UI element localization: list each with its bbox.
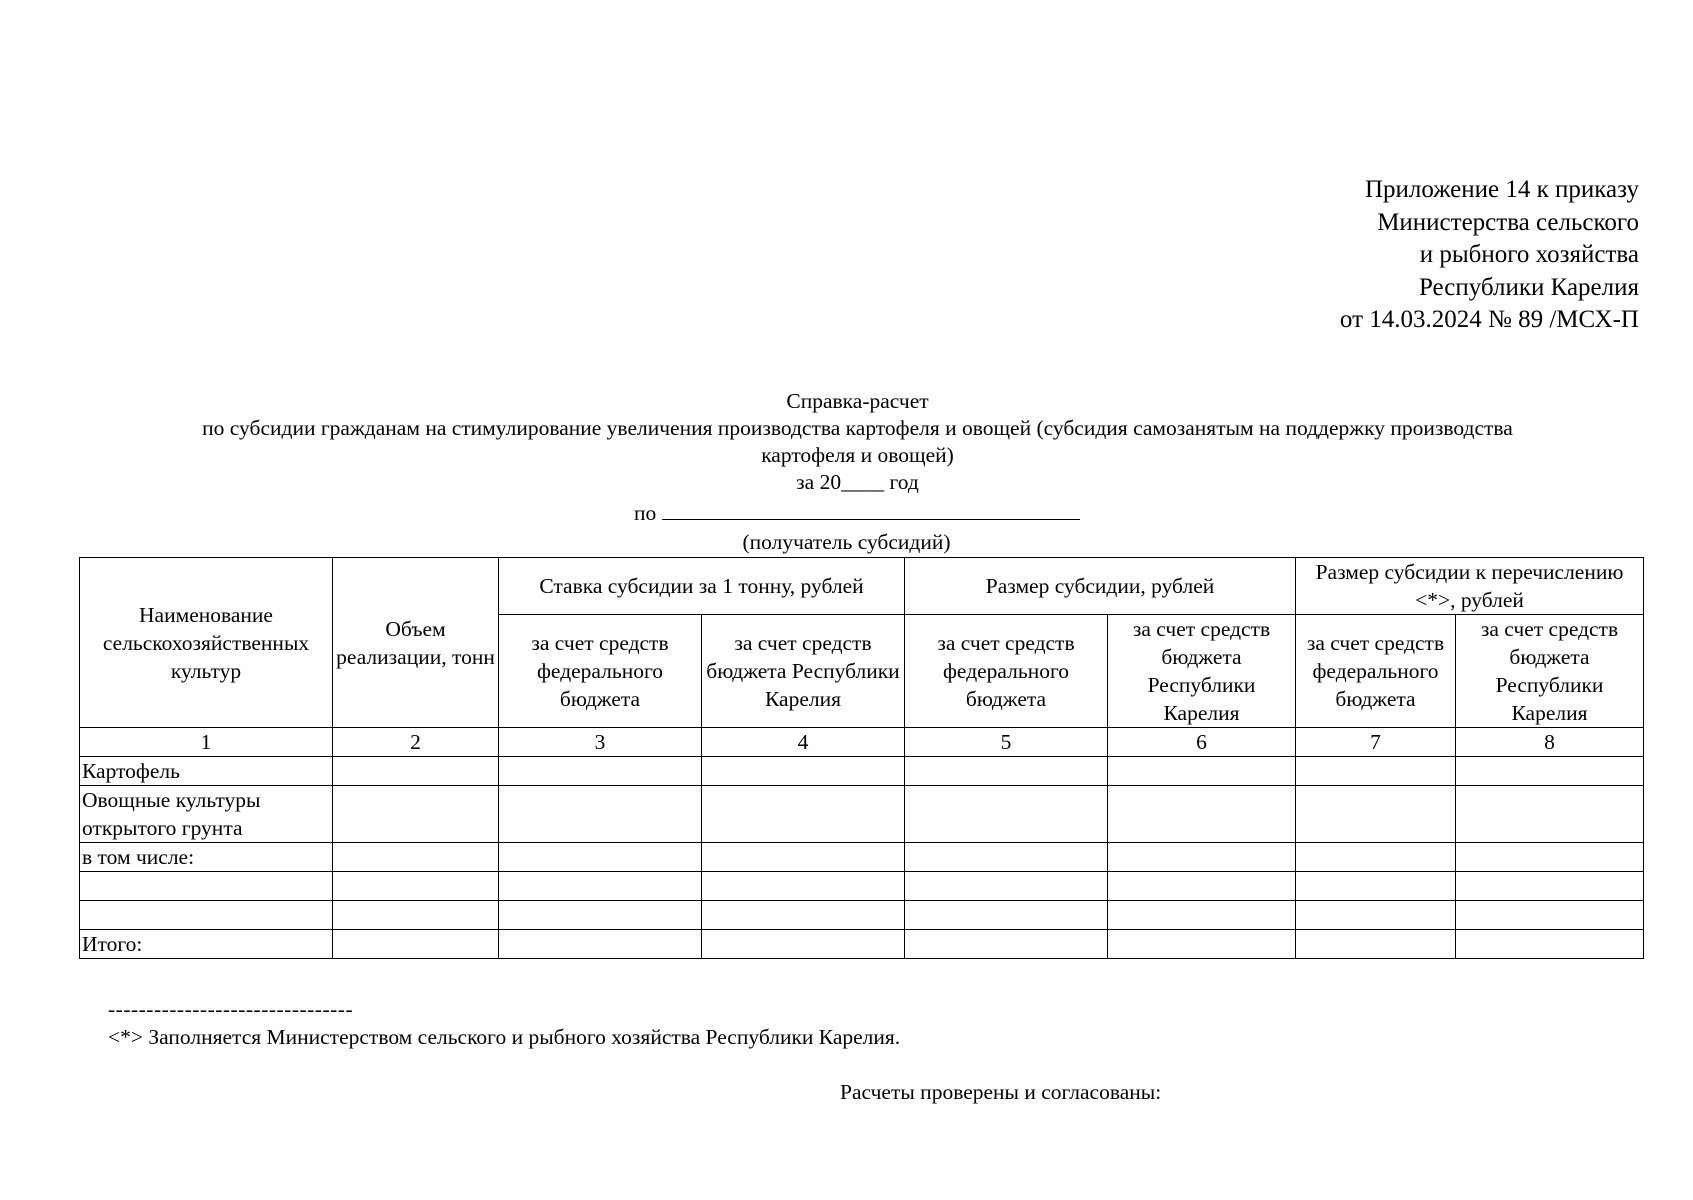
recipient-blank-field	[662, 500, 1080, 520]
subsidy-calculation-table	[79, 557, 1644, 959]
row-label: в том числе:	[80, 843, 333, 872]
document-subject-line: картофеля и овощей)	[761, 443, 954, 467]
table-cell	[702, 872, 905, 901]
table-cell	[905, 872, 1108, 901]
column-number: 7	[1296, 728, 1456, 757]
table-cell	[1456, 757, 1644, 786]
table-cell	[1108, 872, 1296, 901]
header-amount-regional: за счет средств бюджета Республики Карелия	[1108, 615, 1296, 728]
appendix-header	[1340, 174, 1639, 337]
table-cell	[1296, 872, 1456, 901]
table-cell	[1456, 930, 1644, 959]
table-row-including	[80, 843, 1644, 872]
table-cell	[702, 843, 905, 872]
table-cell	[333, 901, 499, 930]
table-cell	[1456, 901, 1644, 930]
header-transfer-group: Размер субсидии к перечислению <*>, рублей	[1296, 558, 1644, 615]
table-row-total	[80, 930, 1644, 959]
table-cell	[905, 757, 1108, 786]
header-transfer-federal: за счет средств федерального бюджета	[1296, 615, 1456, 728]
table-cell	[702, 786, 905, 843]
table-cell	[333, 872, 499, 901]
row-label: Картофель	[80, 757, 333, 786]
column-number: 1	[80, 728, 333, 757]
table-cell	[499, 872, 702, 901]
table-cell	[499, 930, 702, 959]
header-transfer-regional: за счет средств бюджета Республики Карелия	[1456, 615, 1644, 728]
table-cell	[1296, 901, 1456, 930]
header-amount-group: Размер субсидии, рублей	[905, 558, 1296, 615]
column-number: 2	[333, 728, 499, 757]
table-cell	[333, 843, 499, 872]
table-cell	[1108, 757, 1296, 786]
table-cell	[1108, 843, 1296, 872]
table-cell	[499, 843, 702, 872]
document-heading: Справка-расчет	[786, 389, 929, 413]
row-label: Овощные культуры открытого грунта	[80, 786, 333, 843]
row-label	[80, 872, 333, 901]
table-cell	[905, 901, 1108, 930]
header-rate-federal: за счет средств федерального бюджета	[499, 615, 702, 728]
document-subject-line: по субсидии гражданам на стимулирование увеличения производства картофеля и овощей (субсидия самозанятым на поддержку производства	[202, 416, 1513, 440]
table-cell	[1108, 786, 1296, 843]
table-cell	[1296, 757, 1456, 786]
document-title-block	[90, 388, 1625, 496]
table-cell	[499, 786, 702, 843]
table-row-potato	[80, 757, 1644, 786]
appendix-line: Приложение 14 к приказу	[1364, 176, 1639, 203]
table-cell	[499, 757, 702, 786]
header-crop-name: Наименование сельскохозяйственных культур	[80, 558, 333, 728]
table-cell	[1108, 930, 1296, 959]
table-cell	[1108, 901, 1296, 930]
appendix-line: и рыбного хозяйства	[1419, 241, 1639, 268]
header-rate-group: Ставка субсидии за 1 тонну, рублей	[499, 558, 905, 615]
recipient-line	[634, 500, 1080, 527]
appendix-order-reference: от 14.03.2024 № 89 /МСХ-П	[1339, 306, 1639, 333]
table-cell	[333, 930, 499, 959]
table-cell	[1456, 872, 1644, 901]
recipient-prefix: по	[634, 501, 657, 525]
table-cell	[1456, 843, 1644, 872]
table-cell	[333, 757, 499, 786]
table-cell	[1296, 930, 1456, 959]
column-number: 5	[905, 728, 1108, 757]
header-rate-regional: за счет средств бюджета Республики Карелия	[702, 615, 905, 728]
table-cell	[905, 843, 1108, 872]
table-cell	[905, 930, 1108, 959]
column-number: 6	[1108, 728, 1296, 757]
table-row-vegetables	[80, 786, 1644, 843]
table-cell	[1296, 843, 1456, 872]
table-row-empty	[80, 872, 1644, 901]
footnote-text: <*> Заполняется Министерством сельского и рыбного хозяйства Республики Карелия.	[108, 1025, 901, 1049]
table-cell	[1296, 786, 1456, 843]
table-row-empty	[80, 901, 1644, 930]
table-cell	[702, 901, 905, 930]
column-number: 3	[499, 728, 702, 757]
year-line: за 20____ год	[796, 470, 919, 494]
column-number: 4	[702, 728, 905, 757]
table-cell	[905, 786, 1108, 843]
table-cell	[1456, 786, 1644, 843]
column-number: 8	[1456, 728, 1644, 757]
header-volume: Объем реализации, тонн	[333, 558, 499, 728]
footnote-separator: --------------------------------	[108, 997, 354, 1021]
table-cell	[499, 901, 702, 930]
table-cell	[702, 930, 905, 959]
table-cell	[333, 786, 499, 843]
recipient-caption: (получатель субсидий)	[742, 530, 951, 554]
row-label	[80, 901, 333, 930]
column-number-row	[80, 728, 1644, 757]
row-label: Итого:	[80, 930, 333, 959]
appendix-line: Республики Карелия	[1418, 273, 1639, 301]
appendix-line: Министерства сельского	[1377, 208, 1639, 236]
verification-label: Расчеты проверены и согласованы:	[840, 1080, 1162, 1104]
header-amount-federal: за счет средств федерального бюджета	[905, 615, 1108, 728]
table-header-row	[80, 558, 1644, 615]
table-cell	[702, 757, 905, 786]
